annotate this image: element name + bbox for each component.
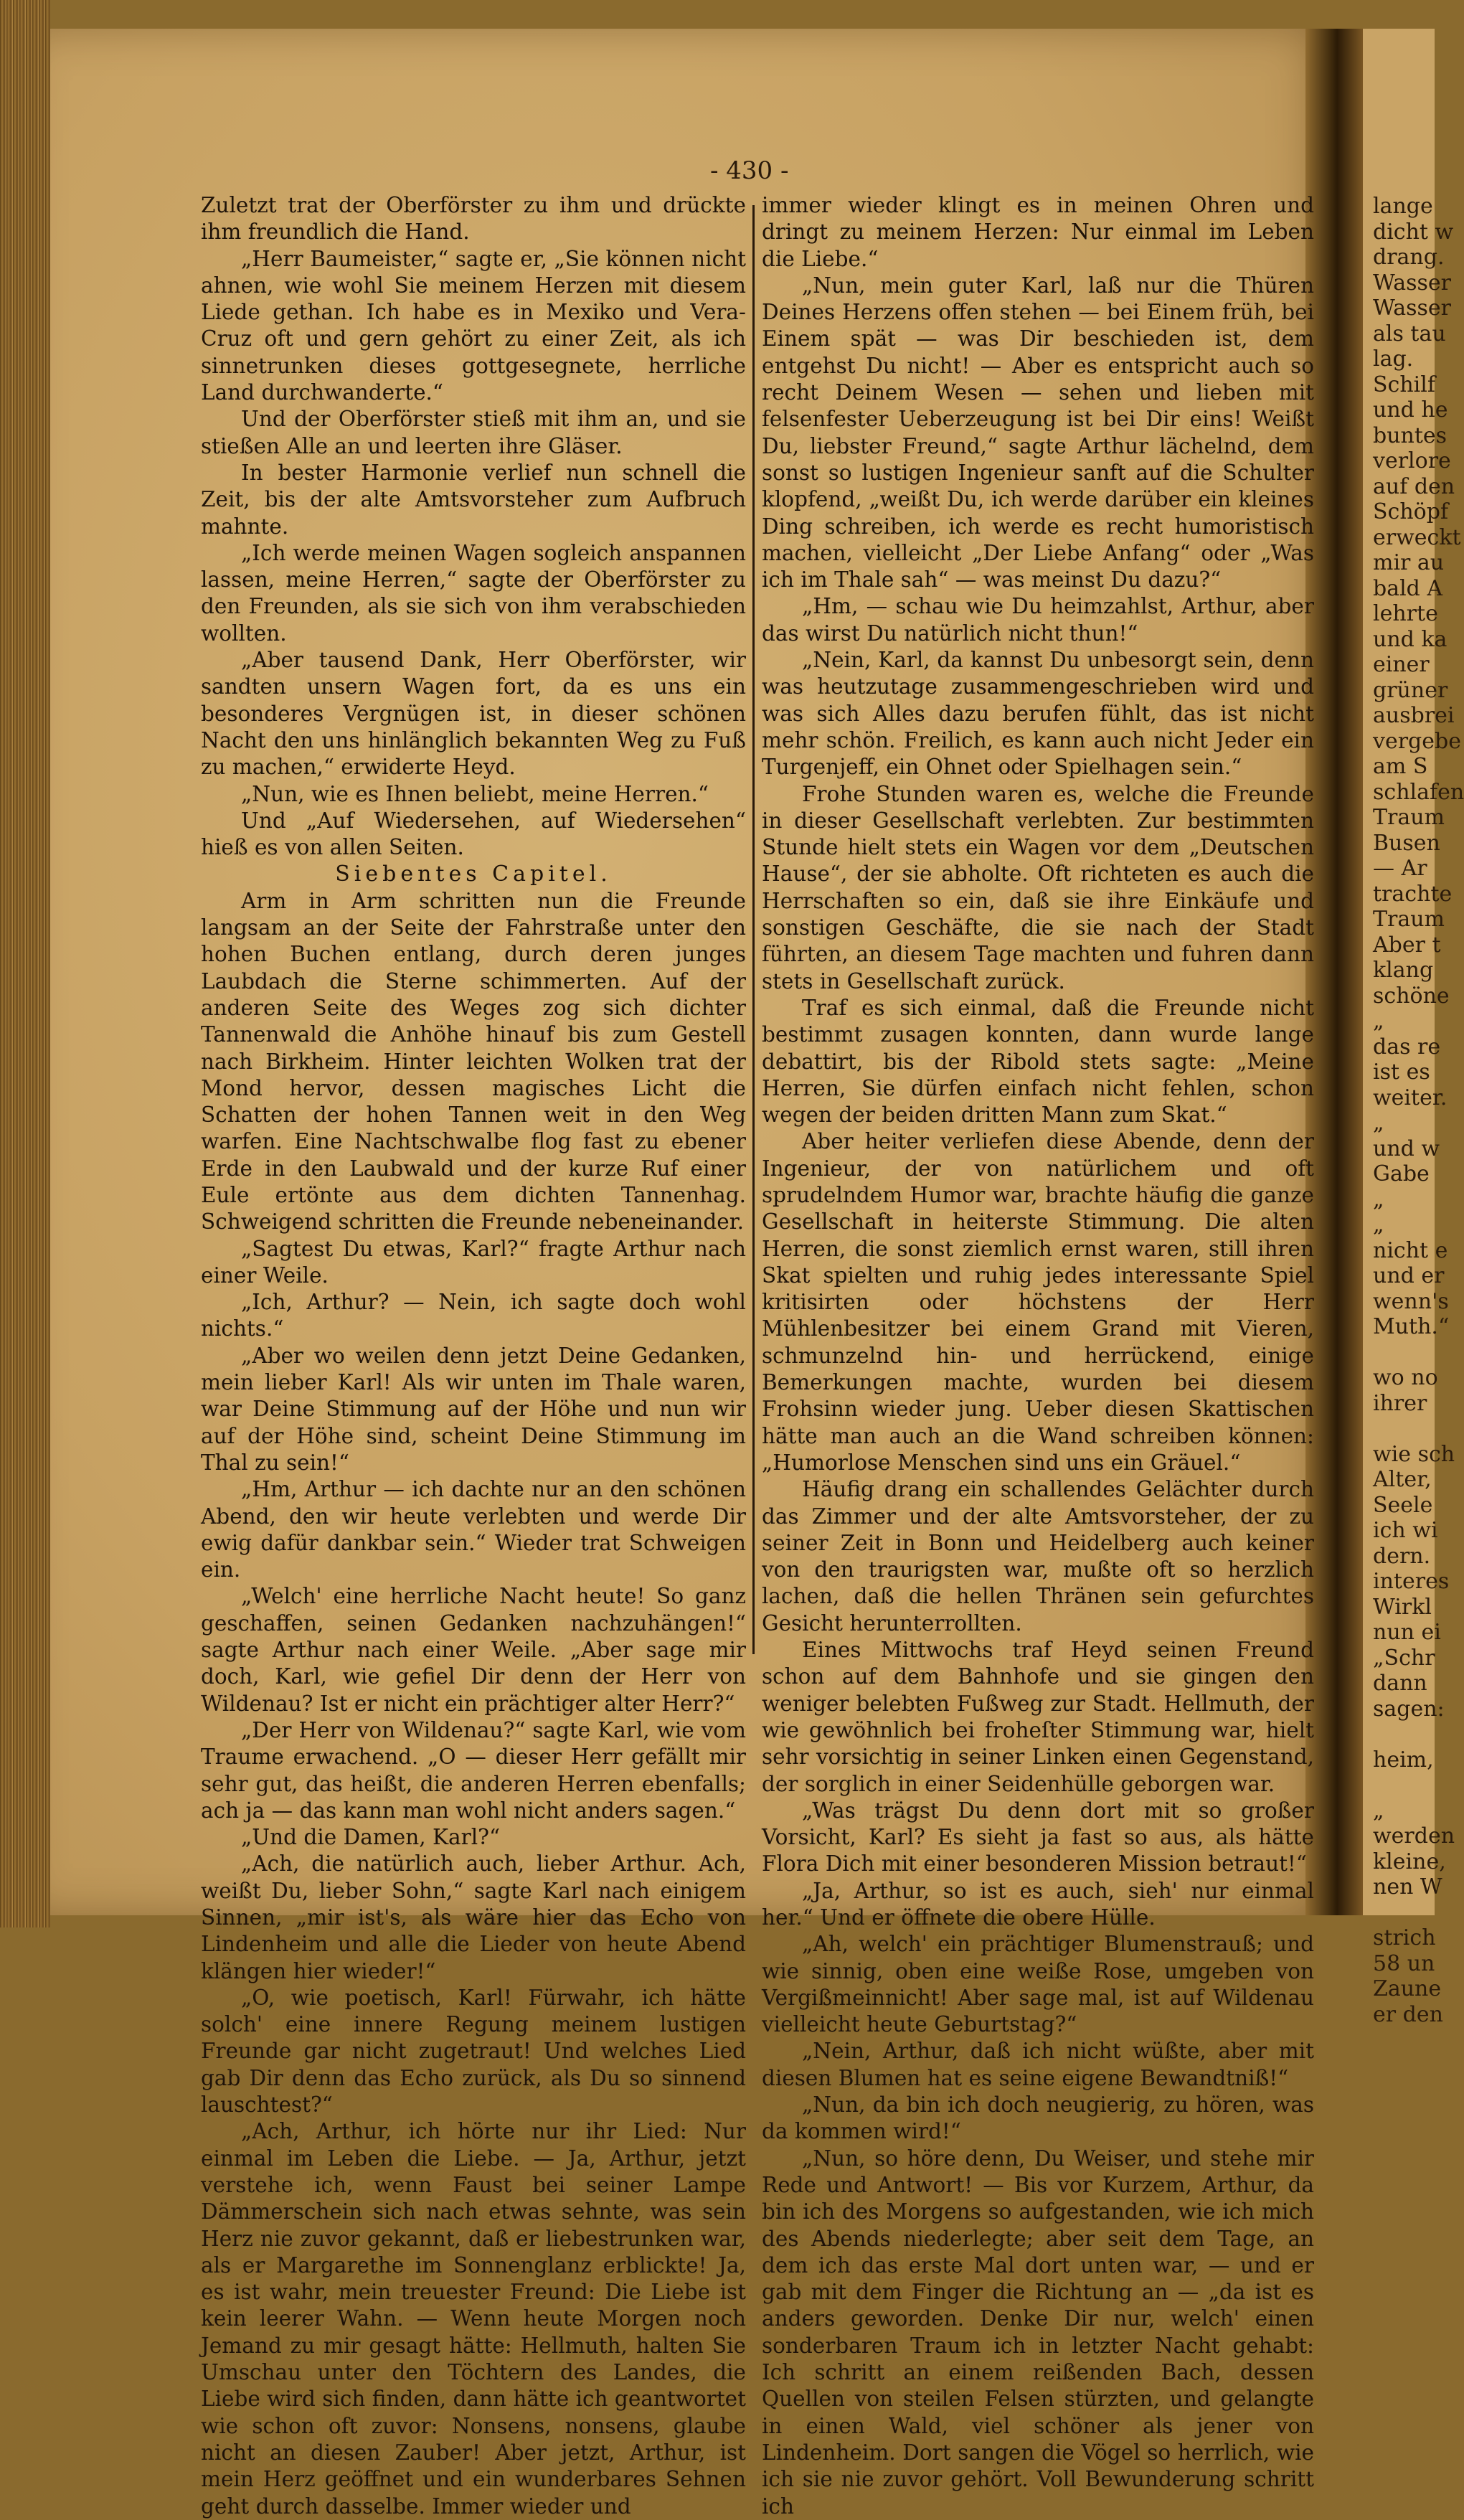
adjacent-page-line: Wirkl — [1373, 1594, 1432, 1620]
paragraph: „Herr Baumeister,“ sagte er, „Sie können nicht ahnen, wie wohl Sie meinem Herzen mit diesem Liede gethan. Ich habe es in Mexiko und Vera-Cruz oft und gern gehört zu einer Zeit, als ich sinnetrunken dieses gottgesegnete, herrliche Land durchwanderte.“ — [201, 246, 746, 405]
adjacent-page-line: schlafen — [1373, 779, 1464, 805]
paragraph: „Nein, Karl, da kannst Du unbesorgt sein, denn was heutzutage zusammengeschrieben wird und was sich Alles dazu berufen fühlt, das ist nicht mehr schön. Freilich, es kann auch nicht Jeder ein Turgenjeff, ein Ohnet oder Spielhagen sein.“ — [762, 648, 1314, 780]
adjacent-page-line: und er — [1373, 1263, 1445, 1288]
chapter-heading: Siebentes Capitel. — [335, 862, 612, 887]
adjacent-page-line: einer — [1373, 652, 1430, 677]
paragraph: „Sagtest Du etwas, Karl?“ fragte Arthur nach einer Weile. — [201, 1236, 746, 1288]
adjacent-page-line: ihrer — [1373, 1390, 1427, 1416]
book-page-edges — [0, 0, 50, 1927]
paragraph: „Ich, Arthur? — Nein, ich sagte doch wohl nichts.“ — [201, 1290, 746, 1341]
left-text-column — [201, 192, 746, 2520]
adjacent-page-line: bald A — [1373, 575, 1443, 601]
adjacent-page-line: Gabe — [1373, 1161, 1430, 1186]
adjacent-page-line: klang — [1373, 958, 1434, 983]
adjacent-page-line: Schilf — [1373, 372, 1435, 397]
adjacent-page-line: er den — [1373, 2001, 1443, 2027]
adjacent-page-line: ausbrei — [1373, 703, 1455, 728]
adjacent-page-line: am S — [1373, 754, 1428, 779]
adjacent-page-line: dern. — [1373, 1543, 1431, 1569]
paragraph: „Ja, Arthur, so ist es auch, sieh' nur einmal her.“ Und er öffnete die obere Hülle. — [762, 1878, 1314, 1930]
adjacent-page-line: „ — [1373, 1186, 1384, 1212]
adjacent-page-line: strich — [1373, 1925, 1436, 1950]
adjacent-page-line: dicht w — [1373, 219, 1454, 245]
adjacent-page-line: Wasser — [1373, 270, 1451, 296]
adjacent-page-line: dann — [1373, 1671, 1427, 1696]
adjacent-page-line: das re — [1373, 1034, 1441, 1060]
paragraph: „Nun, so höre denn, Du Weiser, und stehe mir Rede und Antwort! — Bis vor Kurzem, Arthur, da bin ich des Morgens so aufgestanden, wie ich mich des Abends niederlegte; aber seit dem Tage, an dem ich das erste Mal dort unten war, — und er gab mit dem Finger die Richtung an — „da ist es anders geworden. Denke Dir nur, welch' einen sonderbaren Traum ich in letzter Nacht gehabt: Ich schritt an einem reißenden Bach, dessen Quellen von steilen Felsen stürzten, und gelangte in einen Wald, viel schöner als jener von Lindenheim. Dort sangen die Vögel so herrlich, wie ich sie nie zuvor gehört. Voll Bewunderung schritt ich — [762, 2146, 1314, 2519]
adjacent-page-line: drang. — [1373, 245, 1445, 270]
adjacent-page-line: vergebe — [1373, 728, 1461, 754]
adjacent-page-line: „ — [1373, 1212, 1384, 1237]
paragraph: Häufig drang ein schallendes Gelächter durch das Zimmer und der alte Amtsvorsteher, der zu seiner Zeit in Bonn und Heidelberg auch keiner von den traurigsten war, mußte oft so herzlich lachen, daß die hellen Thränen sein gefurchtes Gesicht herunterrollten. — [762, 1477, 1314, 1636]
paragraph: „Ach, die natürlich auch, lieber Arthur. Ach, weißt Du, lieber Sohn,“ sagte Karl nach einigem Sinnen, „mir ist's, als wäre hier das Echo von Lindenheim und alle die Lieder von heute Abend klängen hier wieder!“ — [201, 1851, 746, 1983]
adjacent-page-line: wie sch — [1373, 1441, 1455, 1467]
adjacent-page-line: „ — [1373, 1009, 1384, 1034]
paragraph: „Aber tausend Dank, Herr Oberförster, wir sandten unsern Wagen fort, da es uns ein besonderes Vergnügen ist, in dieser schönen Nacht den uns hinlänglich bekannten Weg zu Fuß zu machen,“ erwiderte Heyd. — [201, 648, 746, 780]
adjacent-page-line: ist es — [1373, 1060, 1430, 1085]
paragraph: Frohe Stunden waren es, welche die Freunde in dieser Gesellschaft verlebten. Zur bestimmten Stunde hielt stets ein Wagen vor dem „Deutschen Hause“, der sie abholte. Oft richteten es auch die Herrschaften so ein, daß sie ihre Einkäufe und sonstigen Geschäfte, die sie nach der Stadt führten, an diesem Tage machten und fuhren dann stets in Gesellschaft zurück. — [762, 781, 1314, 994]
adjacent-page-line: ich wi — [1373, 1518, 1438, 1543]
adjacent-page-line: 58 un — [1373, 1950, 1435, 1976]
adjacent-page-line: mir au — [1373, 550, 1445, 575]
adjacent-page-line: buntes — [1373, 423, 1448, 448]
adjacent-page-line: lehrte — [1373, 601, 1438, 626]
adjacent-page-line: nicht e — [1373, 1237, 1448, 1263]
paragraph: „Nun, mein guter Karl, laß nur die Thüren Deines Herzens offen stehen — bei Einem früh, bei Einem spät — was Dir beschieden ist, dem entgehst Du nicht! — Aber es entspricht auch so recht Deinem Wesen — sehen und lieben mit felsenfester Ueberzeugung ist bei Dir eins! Weißt Du, liebster Freund,“ sagte Arthur lächelnd, dem sonst so lustigen Ingenieur sanft auf die Schulter klopfend, „weißt Du, ich werde darüber ein kleines Ding schreiben, ich werde es recht humoristisch machen, vielleicht „Der Liebe Anfang“ oder „Was ich im Thale sah“ — was meinst Du dazu?“ — [762, 273, 1314, 593]
adjacent-page-line: „ — [1373, 1798, 1384, 1823]
book-gutter — [1305, 29, 1363, 1915]
adjacent-page-line: lange — [1373, 194, 1433, 219]
paragraph: Arm in Arm schritten nun die Freunde langsam an der Seite der Fahrstraße unter den hohen Buchen entlang, durch deren junges Laubdach die Sterne schimmerten. Auf der anderen Seite des Weges zog sich dichter Tannenwald die Anhöhe hinauf bis zum Gestell nach Birkheim. Hinter leichten Wolken trat der Mond hervor, dessen magisches Licht die Schatten der hohen Tannen weit in den Weg warfen. Eine Nachtschwalbe flog fast zu ebener Erde in den Laubwald und der kurze Ruf einer Eule ertönte aus dem dichten Tannenhag. Schweigend schritten die Freunde nebeneinander. — [201, 888, 746, 1235]
paragraph: „Nun, wie es Ihnen beliebt, meine Herren.“ — [241, 781, 709, 806]
adjacent-page-line: Aber t — [1373, 932, 1441, 958]
paragraph: „Ich werde meinen Wagen sogleich anspannen lassen, meine Herren,“ sagte der Oberförster zu den Freunden, als sie sich von ihm verabschieden wollten. — [201, 540, 746, 646]
adjacent-page-line: Zaune — [1373, 1976, 1442, 2001]
adjacent-page-fragment — [1363, 29, 1464, 2027]
adjacent-page-line: und w — [1373, 1136, 1440, 1161]
adjacent-page-line: Wasser — [1373, 296, 1451, 321]
paragraph: „Der Herr von Wildenau?“ sagte Karl, wie vom Traume erwachend. „O — dieser Herr gefällt mir sehr gut, das heißt, die anderen Herren ebenfalls; ach ja — das kann man wohl nicht anders sagen.“ — [201, 1717, 746, 1823]
adjacent-page-line: Traum — [1373, 805, 1445, 830]
paragraph: „Hm, Arthur — ich dachte nur an den schönen Abend, den wir heute verlebten und werde Dir ewig dafür dankbar sein.“ Wieder trat Schweigen ein. — [201, 1477, 746, 1582]
adjacent-page-line: heim, — [1373, 1747, 1434, 1773]
adjacent-page-line: verlore — [1373, 448, 1451, 473]
adjacent-page-line: — Ar — [1373, 856, 1427, 881]
adjacent-page-line: wenn's — [1373, 1288, 1449, 1314]
adjacent-page-line: und he — [1373, 397, 1448, 423]
adjacent-page-line: Busen — [1373, 830, 1440, 856]
adjacent-page-line: trachte — [1373, 881, 1453, 907]
adjacent-page-line: nen W — [1373, 1874, 1442, 1900]
adjacent-page-line: wo no — [1373, 1365, 1438, 1390]
paragraph: Zuletzt trat der Oberförster zu ihm und drückte ihm freundlich die Hand. — [201, 193, 746, 245]
adjacent-page-line: kleine, — [1373, 1849, 1446, 1874]
paragraph: In bester Harmonie verlief nun schnell die Zeit, bis der alte Amtsvorsteher zum Aufbruch mahnte. — [201, 460, 746, 539]
paragraph: „Ach, Arthur, ich hörte nur ihr Lied: Nur einmal im Leben die Liebe. — Ja, Arthur, jetzt verstehe ich, wenn Faust bei seiner Lampe Dämmerschein sich nach etwas sehnte, was sein Herz nie zuvor gekannt, daß er liebestrunken war, als er Margarethe im Sonnenglanz erblickte! Ja, es ist wahr, mein treuester Freund: Die Liebe ist kein leerer Wahn. — Wenn heute Morgen noch Jemand zu mir gesagt hätte: Hellmuth, halten Sie Umschau unter den Töchtern des Landes, die Liebe wird sich finden, dann hätte ich geantwortet wie schon oft zuvor: Nonsens, nonsens, glaube nicht an diesen Zauber! Aber jetzt, Arthur, ist mein Herz geöffnet und ein wunderbares Sehnen geht durch dasselbe. Immer wieder und — [201, 2119, 746, 2519]
paragraph: „Hm, — schau wie Du heimzahlst, Arthur, aber das wirst Du natürlich nicht thun!“ — [762, 594, 1314, 646]
paragraph: Traf es sich einmal, daß die Freunde nicht bestimmt zusagen konnten, dann wurde lange debattirt, bis der Ribold stets sagte: „Meine Herren, Sie dürfen einfach nicht fehlen, schon wegen der beiden dritten Mann zum Skat.“ — [762, 995, 1314, 1128]
page-number: - 430 - — [710, 156, 789, 185]
adjacent-page-line: erweckt — [1373, 524, 1461, 550]
adjacent-page-line: auf den — [1373, 473, 1455, 499]
adjacent-page-line: „Schr — [1373, 1645, 1435, 1671]
paragraph: „Und die Damen, Karl?“ — [241, 1825, 501, 1850]
adjacent-page-line: lag. — [1373, 346, 1414, 372]
paragraph: „Nun, da bin ich doch neugierig, zu hören, was da kommen wird!“ — [762, 2092, 1314, 2144]
column-divider — [752, 205, 755, 1654]
paragraph: „Aber wo weilen denn jetzt Deine Gedanken, mein lieber Karl! Als wir unten im Thale waren, war Deine Stimmung auf der Höhe und nun wir auf der Höhe sind, scheint Deine Stimmung im Thal zu sein!“ — [201, 1343, 746, 1475]
adjacent-page-line: „ — [1373, 1110, 1384, 1136]
paragraph: Aber heiter verliefen diese Abende, denn der Ingenieur, der von natürlichem und oft sprudelndem Humor war, brachte häufig die ganze Gesellschaft in heiterste Stimmung. Die alten Herren, die sonst ziemlich ernst waren, still ihren Skat spielten und ruhig jedes interessante Spiel kritisirten oder höchstens der Herr Mühlenbesitzer bei einem Grand mit Vieren, schmunzelnd hin- und herrückend, einige Bemerkungen machte, wurden bei diesem Frohsinn wieder jung. Ueber diesen Skattischen hätte man auch an die Wand schreiben können: „Humorlose Menschen sind uns ein Gräuel.“ — [762, 1129, 1314, 1475]
adjacent-page-line: als tau — [1373, 321, 1446, 346]
adjacent-page-line: Traum — [1373, 907, 1445, 932]
adjacent-page-line: weiter. — [1373, 1085, 1448, 1110]
adjacent-page-line: und ka — [1373, 626, 1448, 652]
paragraph: Eines Mittwochs traf Heyd seinen Freund schon auf dem Bahnhofe und sie gingen den weniger belebten Fußweg zur Stadt. Hellmuth, der wie gewöhnlich bei froheſter Stimmung war, hielt sehr vorsichtig in seiner Linken einen Gegenstand, der sorglich in einer Seidenhülle geborgen war. — [762, 1638, 1314, 1796]
adjacent-page-line: grüner — [1373, 677, 1448, 703]
paragraph: Und „Auf Wiedersehen, auf Wiedersehen“ hieß es von allen Seiten. — [201, 808, 746, 860]
adjacent-page-line: Schöpf — [1373, 499, 1449, 524]
paragraph: „Ah, welch' ein prächtiger Blumenstrauß; und wie sinnig, oben eine weiße Rose, umgeben von Vergißmeinnicht! Aber sage mal, ist auf Wildenau vielleicht heute Geburtstag?“ — [762, 1932, 1314, 2037]
adjacent-page-line: Alter, — [1373, 1467, 1432, 1492]
paragraph: „Welch' eine herrliche Nacht heute! So ganz geschaffen, seinen Gedanken nachzuhängen!“ sagte Arthur nach einer Weile. „Aber sage mir doch, Karl, wie gefiel Dir denn der Herr von Wildenau? Ist er nicht ein prächtiger alter Herr?“ — [201, 1584, 746, 1716]
paragraph: „Nein, Arthur, daß ich nicht wüßte, aber mit diesen Blumen hat es seine eigene Bewandtniß!“ — [762, 2039, 1314, 2090]
adjacent-page-line: nun ei — [1373, 1620, 1441, 1645]
adjacent-page-line: werden — [1373, 1823, 1455, 1849]
adjacent-page-line: interes — [1373, 1569, 1450, 1594]
paragraph: „Was trägst Du denn dort mit so großer Vorsicht, Karl? Es sieht ja fast so aus, als hätte Flora Dich mit einer besonderen Mission betraut!“ — [762, 1798, 1314, 1877]
paragraph: immer wieder klingt es in meinen Ohren und dringt zu meinem Herzen: Nur einmal im Leben die Liebe.“ — [762, 193, 1314, 271]
paragraph: Und der Oberförster stieß mit ihm an, und sie stießen Alle an und leerten ihre Gläser. — [201, 407, 746, 458]
adjacent-page-line: schöne — [1373, 983, 1450, 1009]
right-text-column — [762, 192, 1314, 2520]
adjacent-page-line: Muth.“ — [1373, 1314, 1450, 1339]
paragraph: „O, wie poetisch, Karl! Fürwahr, ich hätte solch' eine innere Regung meinem lustigen Freunde gar nicht zugetraut! Und welches Lied gab Dir denn das Echo zurück, als Du so sinnend lauschtest?“ — [201, 1985, 746, 2118]
adjacent-page-line: sagen: — [1373, 1696, 1445, 1722]
adjacent-page-line: Seele — [1373, 1492, 1433, 1518]
